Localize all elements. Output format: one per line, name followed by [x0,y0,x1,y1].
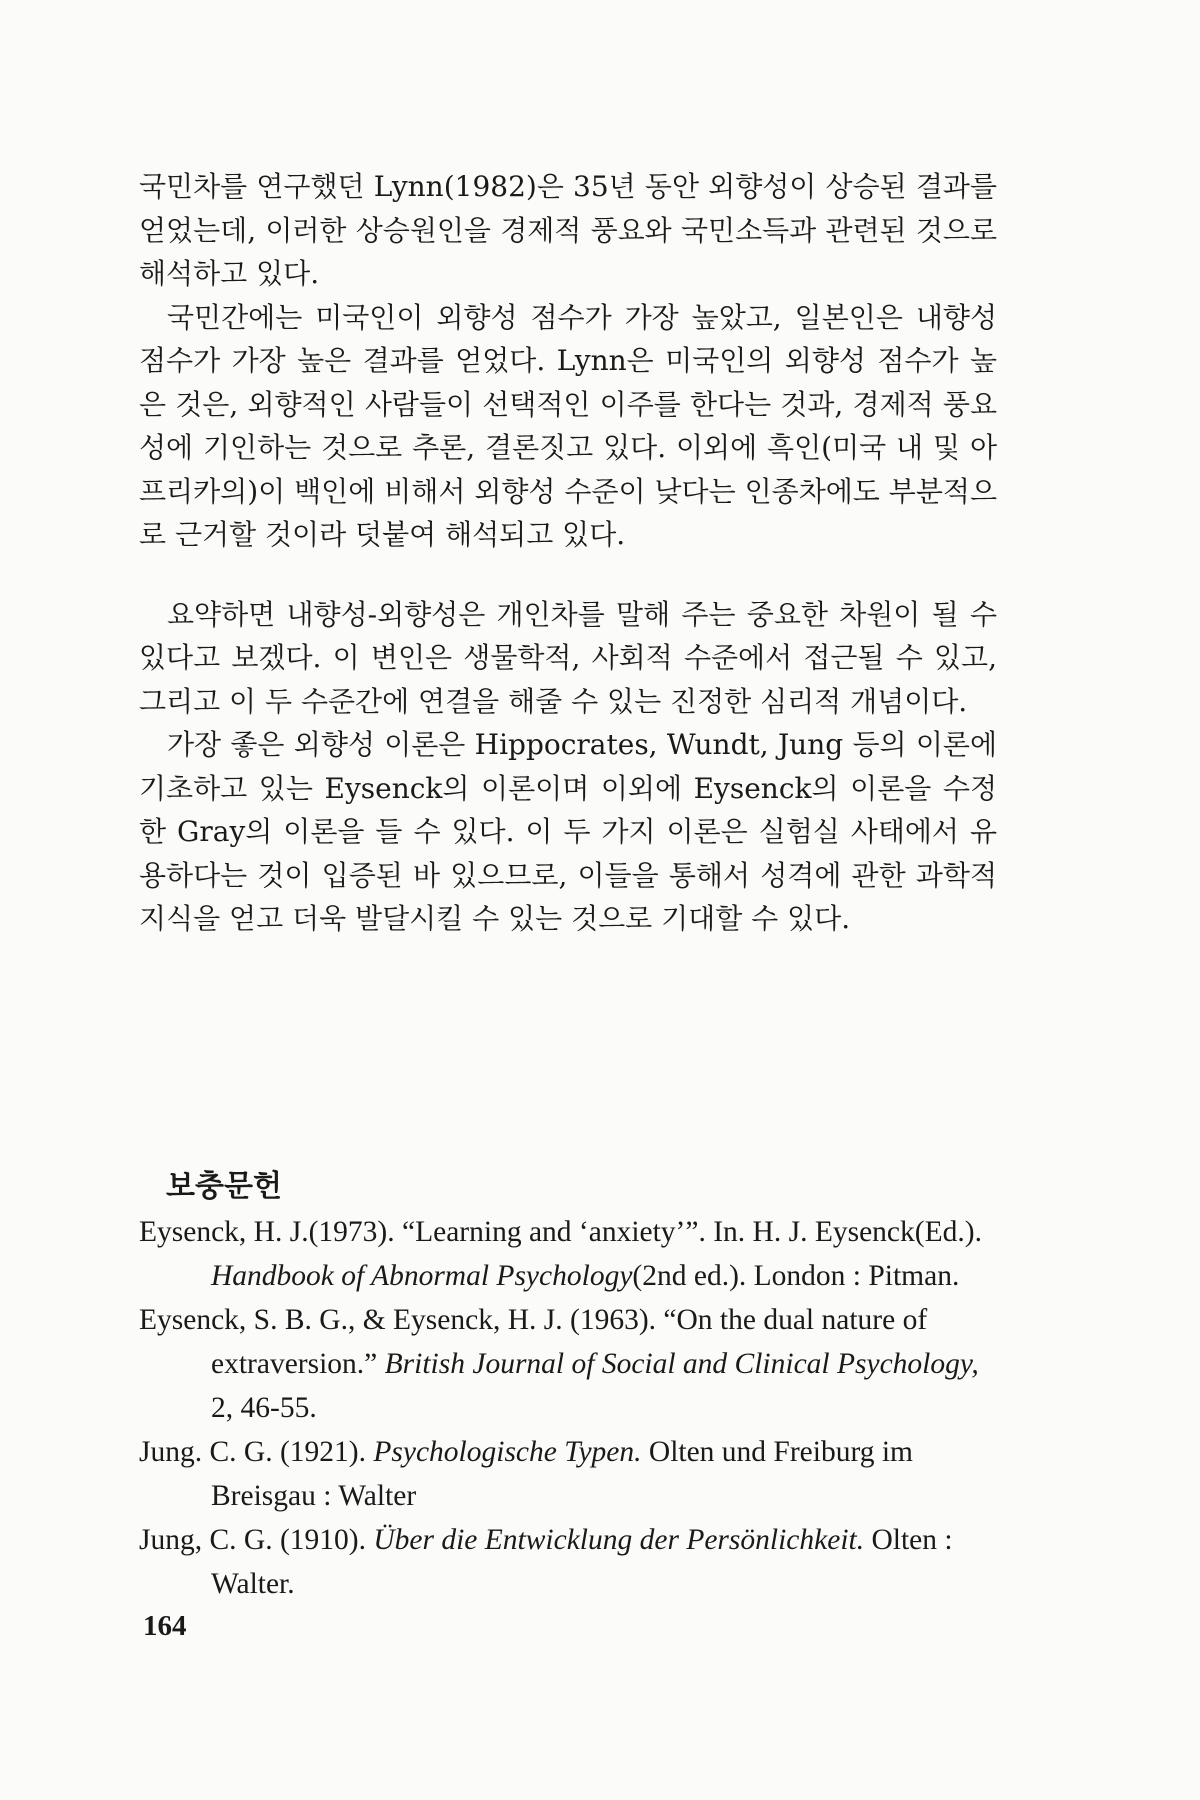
reference-tail: (2nd ed.). London : Pitman. [632,1260,960,1292]
reference-tail: Olten : Walter. [211,1524,953,1600]
reference-title: British Journal of Social and Clinical Psychology, [384,1348,979,1380]
page-number: 164 [143,1610,187,1642]
reference-title: Psychologische Typen. [373,1436,642,1468]
reference-item [139,1518,1001,1606]
references-heading: 보충문헌 [166,1169,282,1204]
references-list [139,1210,1001,1606]
reference-lead: Jung. C. G. (1921). [139,1436,374,1468]
reference-tail: Olten und Freiburg im Breisgau : Walter [211,1436,914,1512]
reference-tail: 2, 46-55. [211,1392,317,1424]
paragraph-best-theory: 가장 좋은 외향성 이론은 Hippocrates, Wundt, Jung 등의 이론에 기초하고 있는 Eysenck의 이론이며 이외에 Eysenck의 이론을 수정한 Gray의 이론을 들 수 있다. 이 두 가지 이론은 실험실 사태에서 유용하다는 것이 입증된 바 있으므로, 이들을 통해서 성격에 관한 과학적 지식을 얻고 더욱 발달시킬 수 있는 것으로 기대할 수 있다. [139,728,997,935]
reference-title: Handbook of Abnormal Psychology [211,1260,633,1292]
reference-lead: Eysenck, H. J.(1973). “Learning and ‘anxiety’”. In. H. J. Eysenck(Ed.). [139,1216,982,1248]
body-text [139,165,997,941]
paragraph-national-differences: 국민차를 연구했던 Lynn(1982)은 35년 동안 외향성이 상승된 결과를 얻었는데, 이러한 상승원인을 경제적 풍요와 국민소득과 관련된 것으로 해석하고 있다. [139,170,997,290]
reference-lead: Jung, C. G. (1910). [139,1524,374,1556]
paragraph-summary: 요약하면 내향성-외향성은 개인차를 말해 주는 중요한 차원이 될 수 있다고 보겠다. 이 변인은 생물학적, 사회적 수준에서 접근될 수 있고, 그리고 이 두 수준간에 연결을 해줄 수 있는 진정한 심리적 개념이다. [139,597,997,718]
reference-lead: Eysenck, S. B. G., & Eysenck, H. J. (1963). “On the dual nature of extraversion.” [139,1304,928,1380]
reference-title: Über die Entwicklung der Persönlichkeit. [373,1524,865,1556]
reference-item [139,1430,1001,1518]
paragraph-american-extraversion: 국민간에는 미국인이 외향성 점수가 가장 높았고, 일본인은 내향성 점수가 가장 높은 결과를 얻었다. Lynn은 미국인의 외향성 점수가 높은 것은, 외향적인 사람들이 선택적인 이주를 한다는 것과, 경제적 풍요성에 기인하는 것으로 추론, 결론짓고 있다. 이외에 흑인(미국 내 및 아프리카의)이 백인에 비해서 외향성 수준이 낮다는 인종차에도 부분적으로 근거할 것이라 덧붙여 해석되고 있다. [139,300,997,551]
reference-item [139,1210,1001,1298]
reference-item [139,1298,1001,1430]
